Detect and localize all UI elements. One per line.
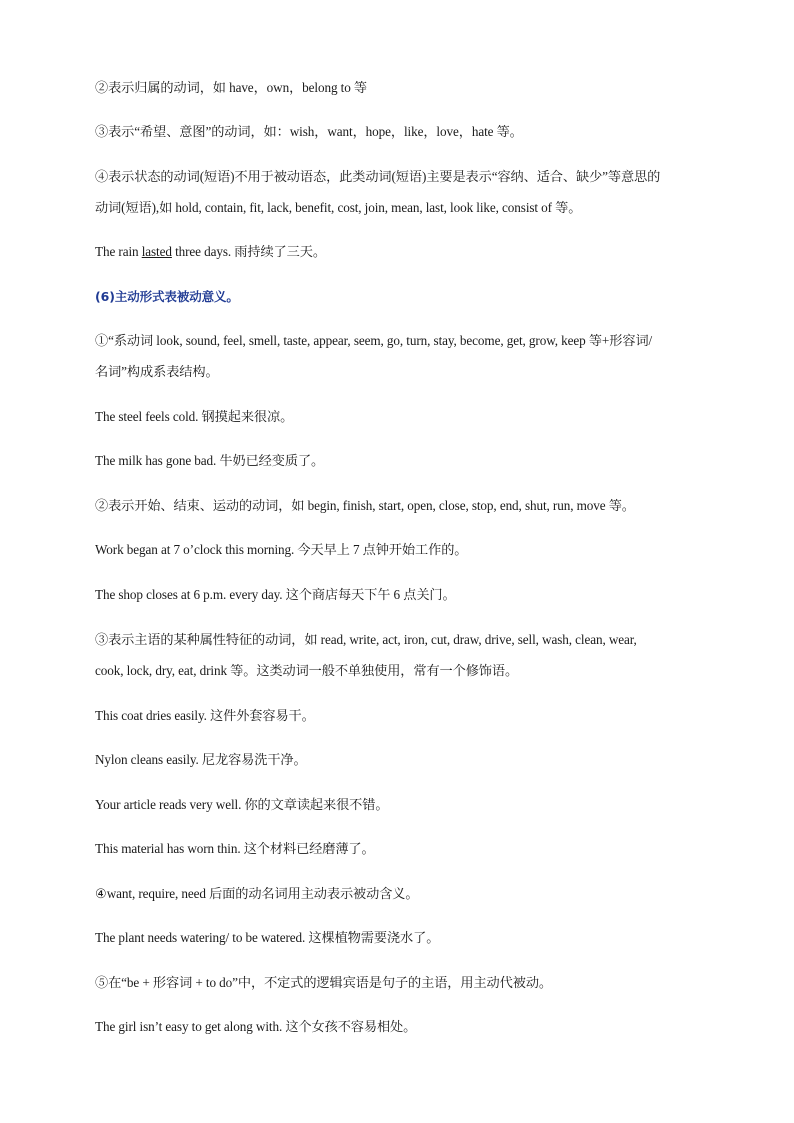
rule-4-want-require-need: ④want, require, need 后面的动名词用主动表示被动含义。 <box>95 886 419 901</box>
example-nylon: Nylon cleans easily. 尼龙容易洗干净。 <box>95 752 307 767</box>
underlined-word: lasted <box>141 244 172 259</box>
rule-2-belonging: ②表示归属的动词，如 have，own，belong to 等 <box>95 80 367 95</box>
example-milk: The milk has gone bad. 牛奶已经变质了。 <box>95 453 325 468</box>
example-text: three days. 雨持续了三天。 <box>171 244 326 259</box>
rule-3-attribute-verbs-line-2: cook, lock, dry, eat, drink 等。这类动词一般不单独使用，常有一个修饰语。 <box>95 663 519 678</box>
rule-4-state-line-2: 动词(短语),如 hold, contain, fit, lack, benefit, cost, join, mean, last, look like, consist of 等。 <box>95 200 582 215</box>
section-heading-active-form-passive-meaning: (6)主动形式表被动意义。 <box>95 289 239 304</box>
rule-3-hope-intent: ③表示“希望、意图”的动词，如：wish，want，hope，like，love，hate 等。 <box>95 124 523 139</box>
example-work-began: Work began at 7 o’clock this morning. 今天早上 7 点钟开始工作的。 <box>95 542 468 557</box>
rule-1-linking-verbs-line-2: 名词”构成系表结构。 <box>95 364 219 379</box>
example-text: The rain <box>95 244 142 259</box>
example-material: This material has worn thin. 这个材料已经磨薄了。 <box>95 841 375 856</box>
rule-5-be-adj-to-do: ⑤在“be + 形容词 + to do”中，不定式的逻辑宾语是句子的主语，用主动代被动。 <box>95 975 552 990</box>
example-shop-closes: The shop closes at 6 p.m. every day. 这个商店每天下午 6 点关门。 <box>95 587 456 602</box>
rule-2-motion-verbs: ②表示开始、结束、运动的动词，如 begin, finish, start, open, close, stop, end, shut, run, move 等。 <box>95 498 635 513</box>
rule-4-state-line-1: ④表示状态的动词(短语)不用于被动语态，此类动词(短语)主要是表示“容纳、适合、缺少”等意思的 <box>95 169 661 184</box>
example-article: Your article reads very well. 你的文章读起来很不错。 <box>95 797 389 812</box>
example-steel: The steel feels cold. 钢摸起来很凉。 <box>95 409 294 424</box>
example-coat: This coat dries easily. 这件外套容易干。 <box>95 708 315 723</box>
example-plant: The plant needs watering/ to be watered. 这棵植物需要浇水了。 <box>95 930 440 945</box>
rule-3-attribute-verbs-line-1: ③表示主语的某种属性特征的动词，如 read, write, act, iron, cut, draw, drive, sell, wash, clean, wear, <box>95 632 637 647</box>
example-rain-lasted <box>95 242 715 262</box>
example-girl: The girl isn’t easy to get along with. 这个女孩不容易相处。 <box>95 1019 417 1034</box>
rule-1-linking-verbs-line-1: ①“系动词 look, sound, feel, smell, taste, appear, seem, go, turn, stay, become, get, grow, keep 等+形容词/ <box>95 333 653 348</box>
